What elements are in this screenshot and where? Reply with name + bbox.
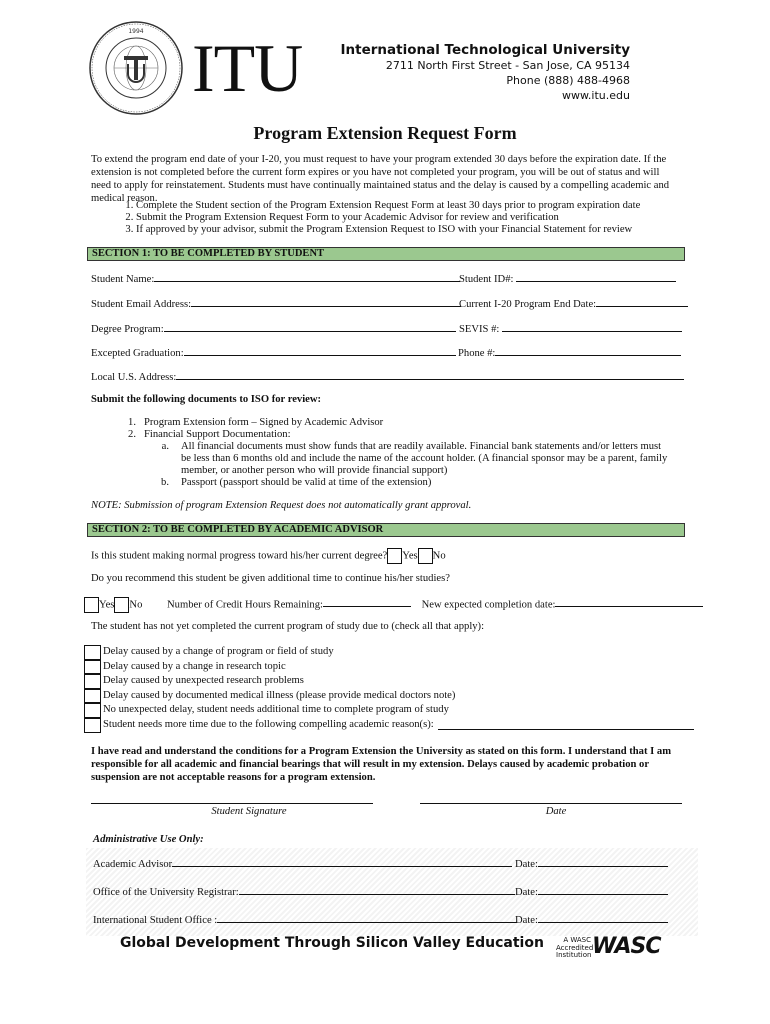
recommend-yes-label: Yes [99, 599, 115, 611]
iso-label: International Student Office : [93, 915, 218, 926]
student-name-field[interactable] [91, 272, 460, 285]
university-address-block [341, 42, 630, 103]
academic-advisor-label: Academic Advisor [93, 859, 173, 870]
reason-checkbox[interactable] [84, 660, 101, 675]
doc-number: 1. [128, 417, 136, 428]
iso-date-label: Date: [515, 915, 538, 926]
submission-note: NOTE: Submission of program Extension Request does not automatically grant approval. [91, 500, 472, 511]
student-signature-line[interactable] [91, 803, 373, 804]
reason-checkbox[interactable] [84, 674, 101, 689]
signature-date-line[interactable] [420, 803, 682, 804]
local-address-label: Local U.S. Address: [91, 372, 177, 383]
doc-sub-label: b. [161, 477, 169, 488]
step-item: 2. Submit the Program Extension Request Form to your Academic Advisor for review and verification [136, 212, 726, 224]
section1-header: SECTION 1: TO BE COMPLETED BY STUDENT [87, 247, 685, 261]
university-street: 2711 North First Street - San Jose, CA 95134 [385, 59, 630, 72]
registrar-date-field[interactable] [515, 885, 668, 898]
progress-yes-label: Yes [402, 550, 418, 562]
recommend-row [84, 597, 703, 613]
recommend-no-checkbox[interactable] [114, 597, 129, 613]
recommend-no-label: No [129, 599, 143, 611]
progress-no-checkbox[interactable] [418, 548, 433, 564]
footer-slogan: Global Development Through Silicon Valley Education [120, 935, 544, 951]
registrar-date-label: Date: [515, 887, 538, 898]
reason-label: No unexpected delay, student needs additional time to complete program of study [103, 704, 449, 716]
university-name: International Technological University [340, 42, 630, 58]
phone-label: Phone #: [458, 348, 496, 359]
reason-checkbox[interactable] [84, 645, 101, 660]
itu-logo: ITU [192, 30, 303, 106]
seal-year: 1994 [128, 28, 144, 35]
email-label: Student Email Address: [91, 299, 192, 310]
student-signature-label: Student Signature [211, 806, 287, 817]
sevis-label: SEVIS #: [459, 324, 500, 335]
reason-label: Delay caused by a change in research topic [103, 660, 286, 672]
admin-heading: Administrative Use Only: [93, 834, 204, 845]
completion-date-label: New expected completion date: [421, 599, 556, 611]
progress-no-label: No [432, 550, 446, 562]
graduation-label: Excepted Graduation: [91, 348, 184, 359]
reason-checkbox[interactable] [84, 718, 101, 733]
credit-hours-label: Number of Credit Hours Remaining: [167, 599, 323, 611]
iso-date-field[interactable] [515, 913, 668, 926]
reason-label: Delay caused by documented medical illness (please provide medical doctors note) [103, 689, 456, 701]
recommend-yes-checkbox[interactable] [84, 597, 99, 613]
university-website: www.itu.edu [561, 89, 630, 102]
page-title: Program Extension Request Form [253, 123, 517, 143]
reason-label: Delay caused by a change of program or field of study [103, 646, 334, 657]
progress-question [91, 548, 446, 564]
advisor-date-label: Date: [515, 859, 538, 870]
completion-date-input[interactable] [555, 597, 703, 607]
student-id-field[interactable] [459, 272, 676, 285]
iso-field[interactable] [93, 913, 517, 926]
section2-header: SECTION 2: TO BE COMPLETED BY ACADEMIC ADVISOR [87, 523, 685, 537]
step-item: 1. Complete the Student section of the Program Extension Request Form at least 30 days prior to program expiration date [136, 200, 726, 212]
doc-item: Financial Support Documentation: [144, 429, 291, 440]
progress-question-text: Is this student making normal progress toward his/her current degree? [91, 550, 388, 562]
doc-item: Program Extension form – Signed by Academic Advisor [144, 417, 384, 428]
progress-yes-checkbox[interactable] [387, 548, 402, 564]
degree-program-field[interactable] [91, 322, 456, 335]
doc-sub-label: a. [161, 441, 169, 452]
academic-reason-input[interactable] [438, 720, 694, 730]
signature-date-label: Date [545, 806, 567, 817]
doc-sub-item: All financial documents must show funds that are readily available. Financial bank statements and/or letters must be less than 6 months old and include the name of the account holder. (A financial sponsor may be a parent, family member, or another person who will provide financial support) [181, 441, 668, 476]
i20-end-date-field[interactable] [459, 297, 688, 310]
reason-checkbox-list [84, 645, 694, 733]
email-field[interactable] [91, 297, 461, 310]
i20-end-date-label: Current I-20 Program End Date: [459, 299, 597, 310]
intro-paragraph: To extend the program end date of your I-20, you must request to have your program extended 30 days before the expiration date. If the extension is not completed before the current form expires or you have not completed your program, you will be out of status and will need to apply for reinstatement. Students must have continually maintained status and the delay is caused by a compelling academic and medical reason. [91, 154, 670, 204]
advisor-date-field[interactable] [515, 857, 668, 870]
local-address-field[interactable] [91, 370, 684, 383]
sevis-field[interactable] [459, 322, 682, 335]
credit-hours-input[interactable] [323, 597, 411, 607]
graduation-field[interactable] [91, 346, 456, 359]
registrar-label: Office of the University Registrar: [93, 887, 239, 898]
doc-number: 2. [128, 429, 136, 440]
additional-time-question: Do you recommend this student be given additional time to continue his/her studies? [91, 573, 450, 584]
wasc-accredited-text: A WASC Accredited Institution [556, 936, 594, 959]
university-phone: Phone (888) 488-4968 [506, 74, 630, 87]
student-id-label: Student ID#: [459, 274, 514, 285]
step-item: 3. If approved by your advisor, submit the Program Extension Request to ISO with your Financial Statement for review [136, 224, 726, 236]
agreement-statement: I have read and understand the conditions for a Program Extension the University as stated on this form. I understand that I am responsible for all academic and financial bearings that will result in my extension. Delays caused by academic probation or suspension are not acceptable reasons for a program extension. [91, 746, 672, 783]
student-name-label: Student Name: [91, 274, 155, 285]
reason-checkbox[interactable] [84, 703, 101, 718]
wasc-logo: WASC [592, 934, 661, 959]
phone-field[interactable] [458, 346, 681, 359]
academic-advisor-field[interactable] [93, 857, 512, 870]
doc-sub-item: Passport (passport should be valid at time of the extension) [181, 477, 432, 488]
reason-prompt: The student has not yet completed the current program of study due to (check all that apply): [91, 621, 485, 632]
university-seal [88, 20, 184, 116]
documents-list [91, 417, 681, 489]
reason-label: Delay caused by unexpected research problems [103, 675, 304, 687]
reason-label: Student needs more time due to the following compelling academic reason(s): [103, 718, 434, 730]
registrar-field[interactable] [93, 885, 515, 898]
degree-program-label: Degree Program: [91, 324, 164, 335]
documents-heading: Submit the following documents to ISO for review: [91, 394, 322, 405]
reason-checkbox[interactable] [84, 689, 101, 704]
instruction-steps [91, 200, 726, 236]
